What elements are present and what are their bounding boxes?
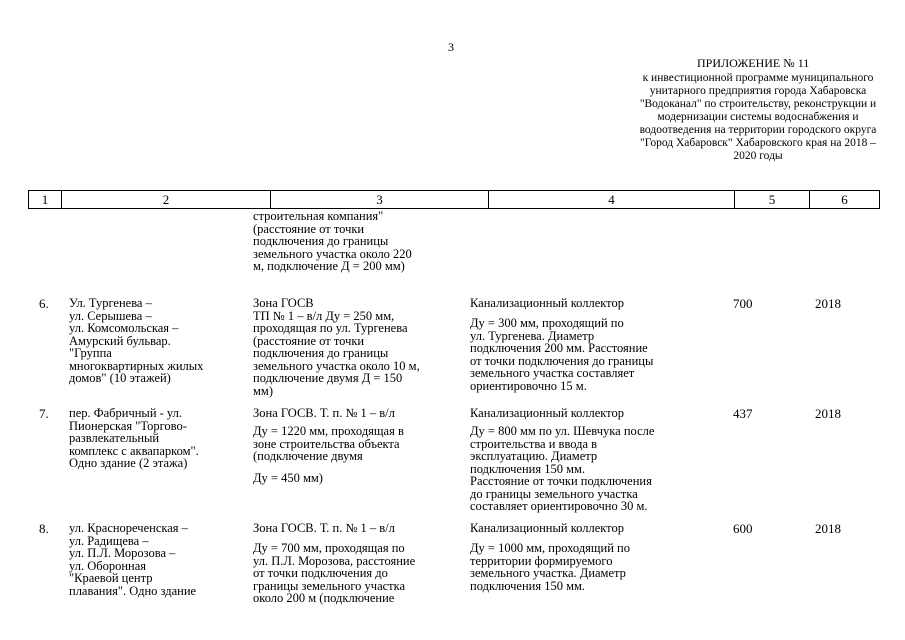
header-col-2: 2	[62, 191, 271, 208]
row-value: 700	[733, 296, 753, 311]
row-value: 437	[733, 406, 753, 421]
row-collector-desc: Ду = 800 мм по ул. Шевчука после строительства и ввода в эксплуатацию. Диаметр подключения 150 мм. Расстояние от точки подключения до границы земельного участка составляет ориентировочно 30 м.	[470, 424, 655, 513]
header-col-6: 6	[841, 192, 848, 207]
row-zone: Зона ГОСВ ТП № 1 – в/л Ду = 250 мм, проходящая по ул. Тургенева (расстояние от точки подключения до границы земельного участка около 10 м, подключение двумя Д = 150 мм)	[253, 296, 420, 398]
appendix-title: ПРИЛОЖЕНИЕ № 11	[697, 56, 810, 70]
table-header-row	[28, 190, 880, 209]
row-address: пер. Фабричный - ул. Пионерская "Торгово- развлекательный комплекс с аквапарком". Одно здание (2 этажа)	[69, 406, 199, 470]
row-number: 8.	[39, 521, 49, 536]
row-value: 600	[733, 521, 753, 536]
header-col-5: 5	[735, 191, 810, 208]
header-col-3: 3	[271, 191, 489, 208]
continuation-text: строительная компания" (расстояние от точки подключения до границы земельного участка около 220 м, подключение Д = 200 мм)	[253, 209, 412, 273]
row-number: 7.	[39, 406, 49, 421]
row-zone-detail: Ду = 1220 мм, проходящая в зоне строительства объекта (подключение двумя	[253, 424, 404, 463]
row-year: 2018	[815, 296, 841, 311]
row-year: 2018	[815, 521, 841, 536]
row-zone: Зона ГОСВ. Т. п. № 1 – в/л	[253, 406, 395, 420]
row-address: Ул. Тургенева – ул. Серышева – ул. Комсомольская – Амурский бульвар. "Группа многоквартирных жилых домов" (10 этажей)	[69, 296, 204, 385]
row-zone-extra: Ду = 450 мм)	[253, 471, 323, 485]
row-collector-title: Канализационный коллектор	[470, 296, 624, 310]
row-collector-desc: Ду = 1000 мм, проходящий по территории формируемого земельного участка. Диаметр подключения 150 мм.	[470, 541, 630, 593]
row-year: 2018	[815, 406, 841, 421]
page-number: 3	[448, 40, 454, 54]
row-address: ул. Краснореченская – ул. Радищева – ул. П.Л. Морозова – ул. Оборонная "Краевой центр плавания". Одно здание	[69, 521, 197, 598]
row-number: 6.	[39, 296, 49, 311]
row-zone-detail: Ду = 700 мм, проходящая по ул. П.Л. Морозова, расстояние от точки подключения до границы земельного участка около 200 м (подключение	[253, 541, 416, 605]
appendix-subtitle: к инвестиционной программе муниципального унитарного предприятия города Хабаровска "Водоканал" по строительству, реконструкции и модернизации системы водоснабжения и водоотведения на территории городского округа "Город Хабаровск" Хабаровского края на 2018 – 2020 годы	[639, 72, 877, 162]
row-collector-desc: Ду = 300 мм, проходящий по ул. Тургенева. Диаметр подключения 200 мм. Расстояние от точки подключения до границы земельного участка составляет ориентировочно 15 м.	[470, 316, 654, 393]
header-col-4: 4	[489, 191, 735, 208]
row-collector-title: Канализационный коллектор	[470, 406, 624, 420]
row-collector-title: Канализационный коллектор	[470, 521, 624, 535]
row-zone: Зона ГОСВ. Т. п. № 1 – в/л	[253, 521, 395, 535]
header-col-1: 1	[29, 191, 62, 208]
